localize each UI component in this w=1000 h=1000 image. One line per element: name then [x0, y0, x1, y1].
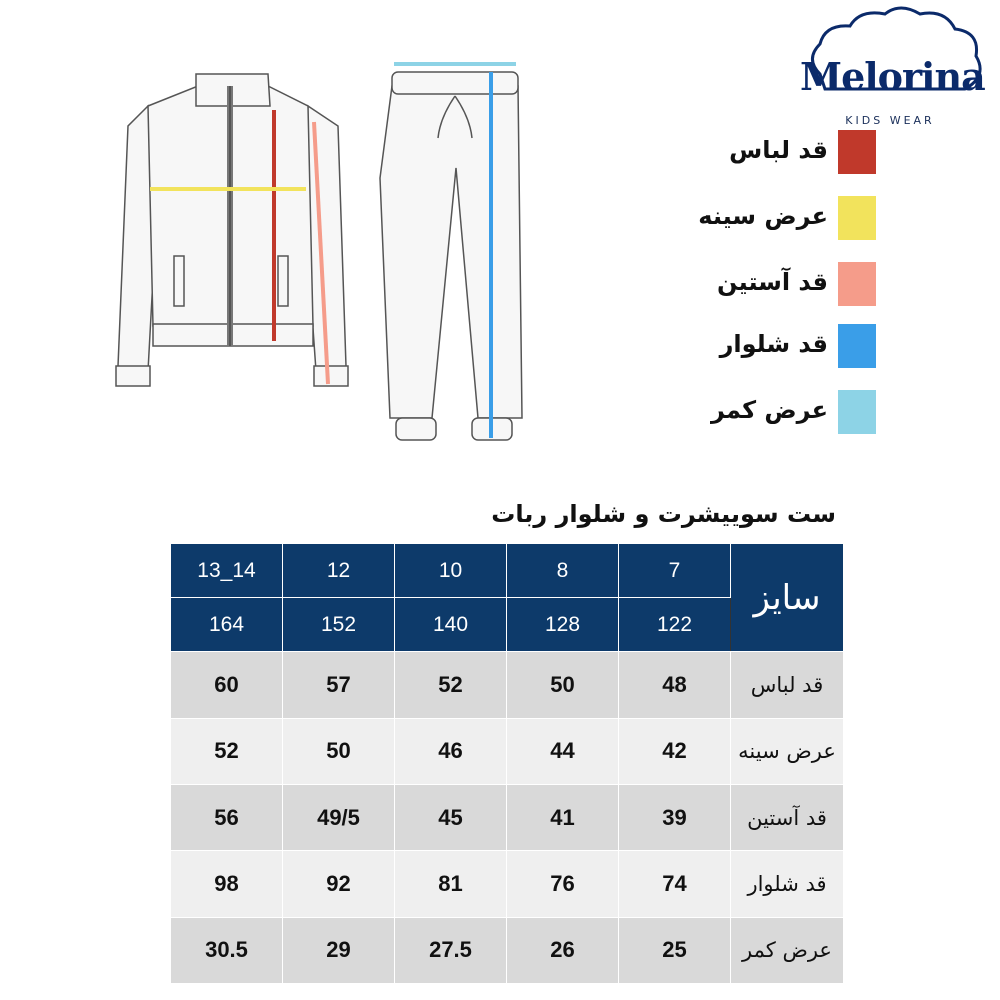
size-header-label: سایز	[731, 544, 844, 652]
height-cell: 128	[507, 598, 619, 652]
height-cell: 164	[171, 598, 283, 652]
row-label: قد لباس	[731, 652, 844, 718]
legend-swatch	[838, 262, 876, 306]
size-row	[171, 544, 844, 598]
height-cell: 152	[283, 598, 395, 652]
table-row-sleeve-length	[171, 785, 844, 851]
table-cell: 57	[283, 652, 395, 718]
brand-logo	[800, 4, 990, 130]
table-cell: 39	[619, 785, 731, 851]
legend-item-waist-width	[594, 390, 834, 434]
table-cell: 92	[283, 851, 395, 917]
legend-item-chest-width	[594, 196, 834, 240]
table-row-waist-width	[171, 917, 844, 983]
table-cell: 81	[395, 851, 507, 917]
table-row-pants-length	[171, 851, 844, 917]
legend-item-sleeve-length	[594, 262, 834, 306]
table-cell: 98	[171, 851, 283, 917]
table-row-garment-length	[171, 652, 844, 718]
table-cell: 45	[395, 785, 507, 851]
table-cell: 50	[283, 718, 395, 784]
row-label: قد شلوار	[731, 851, 844, 917]
table-cell: 52	[395, 652, 507, 718]
table-cell: 44	[507, 718, 619, 784]
table-cell: 42	[619, 718, 731, 784]
legend-label: قد آستین	[717, 268, 828, 296]
table-cell: 30.5	[171, 917, 283, 983]
table-cell: 29	[283, 917, 395, 983]
table-cell: 26	[507, 917, 619, 983]
table-cell: 49/5	[283, 785, 395, 851]
table-cell: 48	[619, 652, 731, 718]
legend-swatch	[838, 196, 876, 240]
table-cell: 25	[619, 917, 731, 983]
table-cell: 60	[171, 652, 283, 718]
legend-swatch	[838, 324, 876, 368]
legend-label: عرض کمر	[711, 396, 828, 424]
row-label: قد آستین	[731, 785, 844, 851]
table-cell: 56	[171, 785, 283, 851]
table-title: ست سوییشرت و شلوار ربات	[491, 500, 836, 528]
table-row-chest-width	[171, 718, 844, 784]
jacket-drawing-icon	[108, 66, 358, 396]
size-cell: 13_14	[171, 544, 283, 598]
row-label: عرض سینه	[731, 718, 844, 784]
size-table	[170, 543, 844, 984]
legend-item-pants-length	[594, 324, 834, 368]
table-cell: 27.5	[395, 917, 507, 983]
row-label: عرض کمر	[731, 917, 844, 983]
table-cell: 76	[507, 851, 619, 917]
garment-illustrations	[0, 0, 1000, 480]
legend-swatch	[838, 130, 876, 174]
size-cell: 10	[395, 544, 507, 598]
height-cell: 140	[395, 598, 507, 652]
size-cell: 7	[619, 544, 731, 598]
brand-tagline: KIDS WEAR	[845, 114, 935, 127]
table-cell: 74	[619, 851, 731, 917]
legend-swatch	[838, 390, 876, 434]
pants-drawing-icon	[370, 58, 540, 448]
legend-label: عرض سینه	[698, 202, 828, 230]
table-cell: 52	[171, 718, 283, 784]
brand-name: Melorina	[800, 54, 985, 99]
table-cell: 41	[507, 785, 619, 851]
table-cell: 46	[395, 718, 507, 784]
legend-label: قد شلوار	[719, 330, 828, 358]
legend-item-garment-length	[594, 130, 834, 174]
size-cell: 12	[283, 544, 395, 598]
size-cell: 8	[507, 544, 619, 598]
table-cell: 50	[507, 652, 619, 718]
height-cell: 122	[619, 598, 731, 652]
legend-label: قد لباس	[729, 136, 828, 164]
